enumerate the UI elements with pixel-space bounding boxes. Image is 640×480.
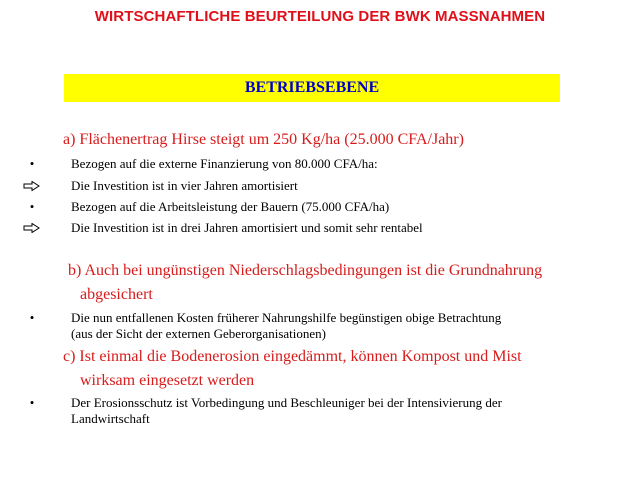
heading-c-continuation: wirksam eingesetzt werden — [80, 372, 255, 389]
bullet-icon: • — [29, 395, 35, 410]
bullet-icon: • — [29, 310, 35, 325]
heading-c: c) Ist einmal die Bodenerosion eingedämmt, können Kompost und Mist — [63, 348, 522, 365]
list-item-text: Der Erosionsschutz ist Vorbedingung und Beschleuniger bei der Intensivierung der Landwirtschaft — [71, 395, 502, 426]
list-item-text: Bezogen auf die Arbeitsleistung der Bauern (75.000 CFA/ha) — [71, 199, 390, 214]
list-item-text: Die Investition ist in vier Jahren amortisiert — [71, 178, 298, 193]
arrow-right-icon — [22, 223, 42, 233]
heading-b-continuation: abgesichert — [80, 286, 153, 303]
arrow-right-icon — [22, 181, 42, 191]
bullet-icon: • — [29, 156, 35, 171]
heading-b: b) Auch bei ungünstigen Niederschlagsbedingungen ist die Grundnahrung — [68, 262, 543, 279]
section-banner: BETRIEBSEBENE — [64, 74, 560, 102]
list-item-text: Bezogen auf die externe Finanzierung von 80.000 CFA/ha: — [71, 156, 378, 171]
heading-a: a) Flächenertrag Hirse steigt um 250 Kg/ha (25.000 CFA/Jahr) — [63, 131, 464, 148]
bullet-icon: • — [29, 199, 35, 214]
list-item-text: Die nun entfallenen Kosten früherer Nahrungshilfe begünstigen obige Betrachtung (aus der Sicht der externen Geberorganisationen) — [71, 310, 502, 341]
list-item-text: Die Investition ist in drei Jahren amortisiert und somit sehr rentabel — [71, 220, 423, 235]
page-title: WIRTSCHAFTLICHE BEURTEILUNG DER BWK MASSNAHMEN — [94, 8, 546, 25]
